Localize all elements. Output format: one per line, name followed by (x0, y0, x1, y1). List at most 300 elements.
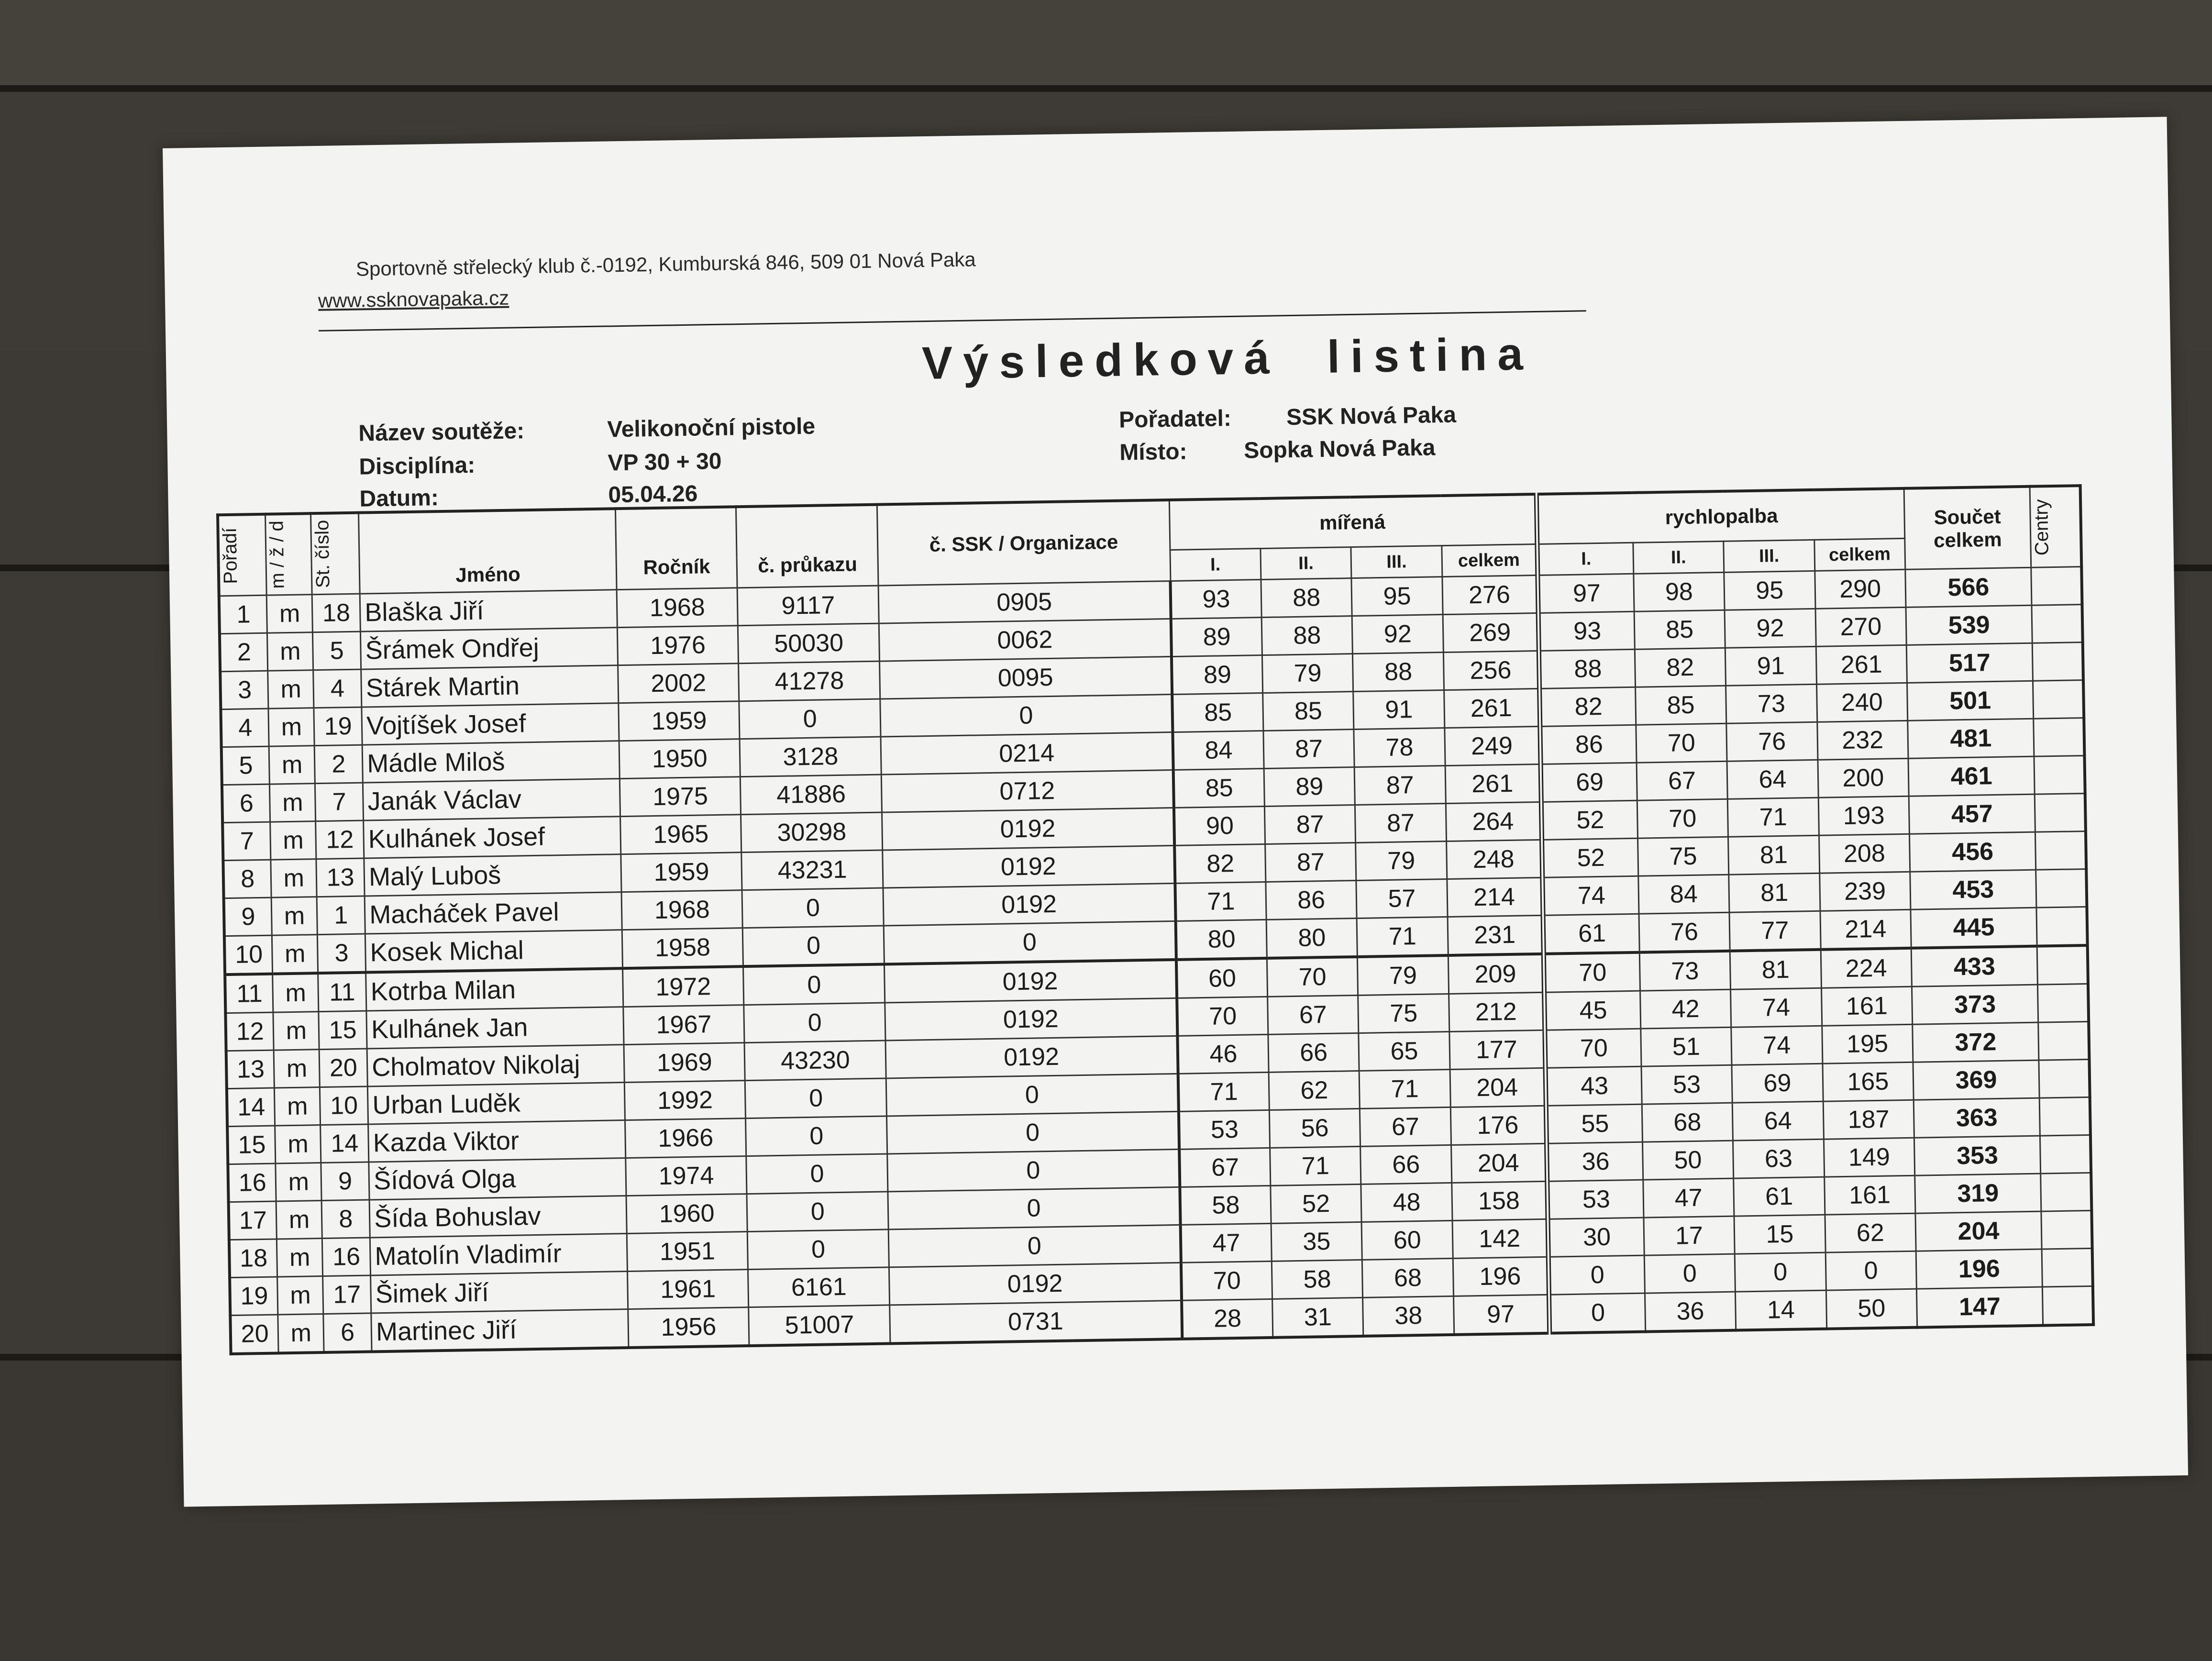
rank-header: Pořadí (218, 514, 267, 596)
rapid-3-cell: 64 (1727, 760, 1818, 799)
precision-3-cell: 91 (1353, 690, 1445, 730)
sex-cell: m (270, 784, 316, 822)
year-cell: 1976 (617, 626, 739, 665)
precision-sum-cell: 177 (1449, 1030, 1546, 1069)
year-cell: 1972 (622, 966, 744, 1007)
precision-2-cell: 87 (1263, 730, 1355, 769)
name-cell: Martinec Jiří (371, 1309, 629, 1352)
rapid-2-cell: 0 (1644, 1254, 1736, 1293)
centers-cell (2037, 945, 2088, 985)
precision-sum-cell: 231 (1448, 915, 1544, 955)
total-cell: 566 (1905, 567, 2032, 607)
precision-3-cell: 87 (1354, 766, 1446, 805)
rank-cell: 13 (226, 1050, 275, 1089)
rapid-2-cell: 50 (1642, 1141, 1734, 1180)
rapid-2-cell: 85 (1634, 610, 1725, 649)
rapid-2-cell: 76 (1639, 912, 1730, 952)
precision-2-cell: 88 (1261, 616, 1353, 655)
precision-sum-cell: 276 (1442, 575, 1538, 614)
rank-cell: 15 (227, 1126, 276, 1164)
total-cell: 319 (1915, 1174, 2041, 1213)
rank-cell: 17 (229, 1201, 277, 1240)
precision-3-cell: 75 (1358, 994, 1449, 1033)
start-number-cell: 2 (314, 745, 363, 784)
name-cell: Šrámek Ondřej (361, 628, 618, 669)
rapid-sum-cell: 50 (1826, 1289, 1917, 1329)
name-cell: Kosek Michal (365, 930, 622, 973)
name-cell: Mádle Miloš (362, 741, 619, 783)
license-cell: 50030 (738, 623, 880, 664)
year-cell: 1966 (625, 1118, 746, 1158)
year-cell: 1961 (627, 1270, 749, 1309)
rapid-1-cell: 70 (1544, 952, 1640, 993)
license-cell: 0 (739, 699, 881, 739)
rapid-2-cell: 75 (1637, 837, 1729, 876)
precision-3-cell: 68 (1362, 1258, 1454, 1297)
rapid-2-cell: 17 (1644, 1216, 1735, 1255)
rank-cell: 1 (219, 595, 267, 634)
rank-cell: 20 (230, 1315, 278, 1354)
precision-1-cell: 60 (1176, 958, 1268, 998)
total-cell: 373 (1912, 985, 2038, 1024)
centers-cell (2034, 756, 2085, 795)
start-number-cell: 18 (312, 594, 360, 632)
club-website-link[interactable]: www.ssknovapaka.cz (318, 286, 509, 312)
total-cell: 433 (1911, 946, 2037, 987)
precision-2-cell: 71 (1270, 1146, 1361, 1185)
rapid-3-cell: 81 (1729, 873, 1820, 912)
total-cell: 196 (1916, 1249, 2042, 1289)
start-number-cell: 1 (317, 896, 365, 935)
rapid-sum-cell: 270 (1815, 607, 1907, 646)
centers-cell (2039, 1097, 2090, 1136)
name-cell: Stárek Martin (361, 665, 619, 707)
sex-cell: m (271, 859, 317, 897)
rapid-1-cell: 69 (1541, 763, 1637, 802)
rank-cell: 6 (222, 784, 270, 823)
rapid-sum-cell: 239 (1819, 872, 1911, 911)
sex-cell: m (273, 973, 319, 1012)
year-cell: 1951 (627, 1232, 748, 1272)
sex-cell: m (267, 632, 313, 671)
total-cell: 517 (1906, 643, 2033, 683)
license-cell: 0 (745, 1078, 887, 1118)
rapid-sum-cell: 187 (1823, 1100, 1914, 1139)
precision-2-cell: 67 (1268, 995, 1359, 1034)
rapid-3-cell: 92 (1725, 609, 1816, 648)
club-address: Sportovně střelecký klub č.-0192, Kumburská 846, 509 01 Nová Paka (355, 248, 976, 280)
license-cell: 30298 (741, 812, 883, 853)
year-cell: 2002 (618, 664, 739, 703)
rapid-sum-cell: 261 (1816, 645, 1907, 684)
rapid-1-cell: 74 (1543, 876, 1639, 915)
precision-1-cell: 46 (1177, 1034, 1269, 1074)
precision-series-2: II. (1261, 547, 1351, 580)
license-cell: 43230 (744, 1041, 886, 1081)
centers-cell (2042, 1286, 2093, 1325)
start-number-header: St. číslo (311, 513, 360, 595)
precision-1-cell: 58 (1180, 1185, 1271, 1225)
organizer-label: Pořadatel: (1118, 405, 1232, 433)
results-sheet (163, 117, 2188, 1506)
rapid-sum-cell: 224 (1821, 948, 1912, 988)
start-number-cell: 5 (313, 631, 361, 670)
rapid-2-cell: 82 (1635, 648, 1726, 687)
year-cell: 1956 (628, 1307, 750, 1348)
precision-3-cell: 66 (1360, 1145, 1452, 1184)
rank-cell: 9 (224, 897, 272, 936)
rapid-sum-cell: 193 (1818, 796, 1910, 835)
precision-header: mířená (1169, 494, 1537, 550)
precision-3-cell: 78 (1354, 728, 1445, 767)
organization-cell: 0905 (878, 581, 1171, 624)
year-cell: 1968 (617, 588, 738, 628)
rapid-1-cell: 43 (1546, 1066, 1642, 1106)
license-cell: 0 (743, 926, 885, 966)
rapid-1-cell: 0 (1549, 1293, 1645, 1333)
rank-cell: 19 (230, 1277, 278, 1316)
rank-cell: 8 (223, 860, 271, 898)
rapid-3-cell: 63 (1733, 1139, 1825, 1178)
precision-3-cell: 71 (1359, 1069, 1450, 1108)
start-number-cell: 6 (323, 1313, 372, 1352)
total-header: Součet celkem (1904, 487, 2031, 570)
precision-1-cell: 70 (1177, 997, 1268, 1036)
total-cell: 539 (1906, 605, 2032, 645)
name-cell: Blaška Jiří (360, 590, 617, 631)
rapid-1-cell: 52 (1542, 838, 1638, 877)
precision-3-cell: 95 (1351, 577, 1443, 616)
organization-cell: 0 (887, 1149, 1180, 1192)
total-cell: 457 (1909, 794, 2035, 834)
precision-3-cell: 60 (1361, 1220, 1453, 1260)
centers-cell (2038, 1021, 2090, 1060)
year-cell: 1992 (624, 1081, 746, 1120)
rapid-2-cell: 68 (1642, 1103, 1733, 1142)
precision-1-cell: 53 (1179, 1110, 1270, 1149)
rapid-3-cell: 73 (1726, 684, 1817, 723)
total-cell: 456 (1909, 832, 2035, 872)
results-body (219, 567, 2093, 1354)
rapid-1-cell: 52 (1541, 800, 1637, 840)
rapid-3-cell: 81 (1728, 835, 1820, 875)
centers-cell (2036, 869, 2087, 908)
sex-cell: m (272, 935, 318, 974)
precision-2-cell: 56 (1269, 1108, 1360, 1148)
rapid-3-cell: 77 (1729, 911, 1821, 951)
sex-header: m / ž / d (265, 513, 312, 595)
name-cell: Šimek Jiří (371, 1272, 628, 1313)
precision-1-cell: 71 (1178, 1072, 1270, 1111)
centers-cell (2032, 642, 2083, 681)
rapid-sum: celkem (1814, 538, 1905, 571)
precision-2-cell: 70 (1267, 957, 1358, 997)
rapid-2-cell: 42 (1640, 989, 1731, 1029)
precision-2-cell: 89 (1264, 767, 1355, 807)
precision-3-cell: 88 (1353, 653, 1444, 692)
precision-1-cell: 28 (1182, 1299, 1273, 1339)
rapid-series-3: III. (1724, 540, 1814, 572)
discipline-label: Disciplína: (359, 452, 476, 480)
year-cell: 1969 (624, 1043, 745, 1083)
name-cell: Kulhánek Jan (366, 1007, 624, 1049)
start-number-cell: 15 (319, 1011, 367, 1050)
start-number-cell: 3 (318, 934, 366, 973)
rapid-1-cell: 86 (1540, 725, 1637, 764)
rapid-2-cell: 51 (1641, 1027, 1732, 1066)
rapid-2-cell: 85 (1635, 686, 1726, 725)
date-value: 05.04.26 (608, 481, 698, 508)
sex-cell: m (273, 1012, 319, 1050)
name-cell: Kazda Viktor (368, 1120, 626, 1162)
precision-3-cell: 65 (1359, 1031, 1450, 1071)
rank-cell: 10 (224, 935, 273, 974)
sex-cell: m (275, 1125, 321, 1163)
precision-2-cell: 35 (1271, 1222, 1362, 1261)
centers-cell (2038, 984, 2089, 1022)
rapid-3-cell: 14 (1736, 1290, 1827, 1330)
rapid-1-cell: 36 (1547, 1142, 1643, 1181)
precision-sum-cell: 142 (1452, 1219, 1548, 1258)
centers-cell (2039, 1059, 2090, 1098)
total-cell: 501 (1907, 681, 2033, 720)
page-title: Výsledková listina (921, 328, 1534, 389)
total-cell: 353 (1914, 1136, 2040, 1175)
rapid-sum-cell: 62 (1825, 1213, 1916, 1252)
organizer-value: SSK Nová Paka (1286, 402, 1457, 431)
name-cell: Kulhánek Josef (364, 817, 621, 858)
rank-cell: 14 (227, 1088, 275, 1127)
place-value: Sopka Nová Paka (1243, 435, 1436, 464)
rapid-3-cell: 95 (1724, 571, 1815, 610)
license-cell: 6161 (748, 1267, 890, 1307)
rapid-1-cell: 0 (1548, 1255, 1645, 1295)
start-number-cell: 4 (313, 669, 362, 708)
organization-cell: 0192 (889, 1262, 1182, 1305)
license-cell: 51007 (749, 1305, 890, 1346)
organization-cell: 0192 (883, 883, 1176, 926)
precision-1-cell: 84 (1172, 731, 1264, 770)
organization-cell: 0731 (890, 1300, 1183, 1343)
year-cell: 1958 (622, 928, 743, 968)
organization-cell: 0192 (885, 1036, 1178, 1078)
year-cell: 1950 (619, 739, 741, 779)
start-number-cell: 13 (316, 858, 365, 897)
precision-2-cell: 66 (1268, 1033, 1360, 1072)
precision-1-cell: 85 (1173, 769, 1265, 808)
license-cell: 9117 (738, 586, 879, 626)
precision-1-cell: 82 (1174, 844, 1266, 883)
organization-cell: 0192 (885, 998, 1178, 1041)
license-cell: 43231 (741, 850, 883, 890)
rank-cell: 18 (229, 1239, 277, 1278)
date-label: Datum: (359, 485, 439, 512)
rapid-sum-cell: 208 (1819, 834, 1910, 873)
start-number-cell: 20 (319, 1049, 367, 1087)
rapid-sum-cell: 200 (1818, 758, 1909, 797)
rapid-3-cell: 0 (1735, 1252, 1826, 1292)
start-number-cell: 19 (314, 707, 362, 746)
rapid-2-cell: 67 (1637, 761, 1728, 800)
precision-3-cell: 87 (1355, 804, 1447, 843)
start-number-cell: 9 (321, 1162, 369, 1201)
year-cell: 1960 (626, 1194, 748, 1234)
license-cell: 0 (748, 1229, 889, 1270)
rapid-3-cell: 81 (1730, 950, 1821, 989)
start-number-cell: 8 (321, 1200, 370, 1239)
organization-cell: 0 (888, 1225, 1181, 1267)
rapid-1-cell: 82 (1539, 687, 1636, 726)
rapid-2-cell: 70 (1636, 723, 1727, 763)
rapid-sum-cell: 290 (1814, 569, 1906, 609)
start-number-cell: 11 (318, 973, 366, 1012)
precision-sum-cell: 158 (1452, 1181, 1548, 1220)
precision-1-cell: 90 (1174, 806, 1265, 845)
total-cell: 453 (1910, 870, 2036, 909)
license-header: č. průkazu (736, 505, 878, 588)
precision-3-cell: 79 (1356, 842, 1447, 881)
precision-3-cell: 79 (1358, 955, 1449, 995)
rapid-3-cell: 71 (1727, 797, 1819, 837)
organization-cell: 0712 (881, 770, 1174, 812)
precision-2-cell: 87 (1265, 843, 1357, 882)
rapid-2-cell: 84 (1638, 875, 1729, 914)
centers-cell (2031, 567, 2082, 606)
total-cell: 147 (1916, 1287, 2043, 1328)
precision-sum-cell: 249 (1445, 726, 1541, 765)
license-cell: 0 (746, 1154, 888, 1194)
license-cell: 41278 (739, 661, 880, 701)
precision-sum-cell: 209 (1448, 954, 1544, 994)
rapid-sum-cell: 195 (1822, 1024, 1913, 1063)
precision-2-cell: 87 (1264, 805, 1356, 844)
rank-cell: 3 (220, 671, 268, 709)
centers-cell (2033, 680, 2084, 719)
total-cell: 481 (1908, 719, 2034, 758)
sex-cell: m (277, 1239, 323, 1277)
rapid-sum-cell: 161 (1821, 986, 1913, 1026)
precision-2-cell: 31 (1272, 1297, 1363, 1337)
license-cell: 0 (747, 1192, 888, 1232)
sex-cell: m (268, 670, 314, 709)
rapid-1-cell: 55 (1546, 1104, 1642, 1143)
organization-cell: 0192 (882, 808, 1175, 850)
year-cell: 1965 (620, 815, 741, 854)
year-cell: 1967 (623, 1005, 745, 1045)
rank-cell: 16 (228, 1163, 276, 1202)
centers-cell (2036, 907, 2088, 946)
name-cell: Urban Luděk (367, 1083, 625, 1124)
license-cell: 0 (743, 964, 885, 1005)
organization-cell: 0 (880, 694, 1173, 737)
rapid-3-cell: 74 (1731, 1026, 1823, 1065)
precision-1-cell: 71 (1175, 882, 1266, 921)
rapid-2-cell: 73 (1639, 951, 1731, 991)
license-cell: 0 (742, 888, 884, 928)
precision-3-cell: 48 (1361, 1183, 1452, 1222)
precision-series-1: I. (1170, 549, 1261, 581)
precision-2-cell: 88 (1261, 578, 1352, 618)
organization-cell: 0 (884, 921, 1176, 964)
total-cell: 204 (1915, 1211, 2042, 1251)
organization-cell: 0 (887, 1111, 1180, 1154)
precision-1-cell: 85 (1172, 693, 1263, 732)
rapid-3-cell: 64 (1732, 1101, 1824, 1141)
sex-cell: m (275, 1087, 321, 1126)
name-cell: Kotrba Milan (366, 968, 623, 1011)
precision-sum-cell: 204 (1451, 1143, 1547, 1183)
precision-2-cell: 62 (1269, 1071, 1360, 1110)
header-divider (319, 310, 1586, 332)
plank-gap (0, 85, 2212, 92)
precision-sum-cell: 261 (1445, 764, 1541, 803)
precision-sum-cell: 256 (1443, 651, 1539, 690)
sex-cell: m (268, 708, 314, 746)
precision-2-cell: 58 (1272, 1260, 1363, 1299)
license-cell: 0 (746, 1116, 887, 1156)
centers-cell (2032, 605, 2083, 643)
rapid-3-cell: 61 (1734, 1177, 1825, 1216)
precision-sum-cell: 214 (1447, 877, 1543, 917)
license-cell: 0 (744, 1003, 885, 1043)
rapid-1-cell: 53 (1548, 1180, 1644, 1219)
precision-1-cell: 67 (1179, 1148, 1271, 1187)
rapid-1-cell: 93 (1538, 611, 1635, 651)
centers-cell (2034, 718, 2085, 757)
name-cell: Janák Václav (363, 779, 620, 820)
total-cell: 372 (1913, 1022, 2039, 1062)
precision-1-cell: 70 (1181, 1261, 1272, 1300)
rapid-2-cell: 47 (1643, 1178, 1734, 1218)
precision-2-cell: 79 (1262, 654, 1353, 693)
rapid-series-1: I. (1537, 543, 1634, 575)
discipline-value: VP 30 + 30 (608, 448, 722, 476)
rapid-sum-cell: 161 (1824, 1175, 1915, 1215)
rapid-3-cell: 74 (1731, 988, 1822, 1027)
rank-cell: 12 (225, 1012, 274, 1051)
rapid-sum-cell: 165 (1823, 1062, 1914, 1101)
precision-sum-cell: 204 (1450, 1068, 1546, 1107)
name-cell: Vojtíšek Josef (362, 703, 619, 745)
precision-3-cell: 71 (1357, 917, 1448, 957)
name-cell: Šída Bohuslav (369, 1196, 627, 1238)
rapid-1-cell: 97 (1538, 574, 1634, 613)
start-number-cell: 14 (321, 1124, 369, 1163)
total-cell: 445 (1911, 908, 2037, 948)
precision-1-cell: 80 (1176, 919, 1267, 959)
precision-sum-cell: 196 (1453, 1257, 1549, 1296)
place-label: Místo: (1119, 439, 1187, 465)
rapid-1-cell: 88 (1539, 649, 1635, 688)
sex-cell: m (278, 1314, 324, 1353)
year-cell: 1968 (621, 890, 743, 930)
precision-3-cell: 38 (1363, 1296, 1454, 1336)
rapid-sum-cell: 214 (1820, 909, 1912, 949)
sex-cell: m (276, 1201, 322, 1239)
rapid-2-cell: 36 (1645, 1292, 1736, 1331)
rapid-1-cell: 45 (1544, 991, 1640, 1030)
name-cell: Malý Luboš (364, 854, 621, 896)
organization-cell: 0 (888, 1187, 1181, 1229)
name-cell: Matolín Vladimír (370, 1234, 627, 1275)
rank-cell: 2 (220, 633, 268, 672)
rapid-3-cell: 69 (1732, 1063, 1823, 1103)
sex-cell: m (267, 595, 313, 633)
rapid-3-cell: 15 (1734, 1215, 1825, 1254)
precision-2-cell: 52 (1271, 1184, 1362, 1223)
start-number-cell: 12 (316, 820, 364, 859)
rapid-3-cell: 76 (1726, 722, 1818, 761)
